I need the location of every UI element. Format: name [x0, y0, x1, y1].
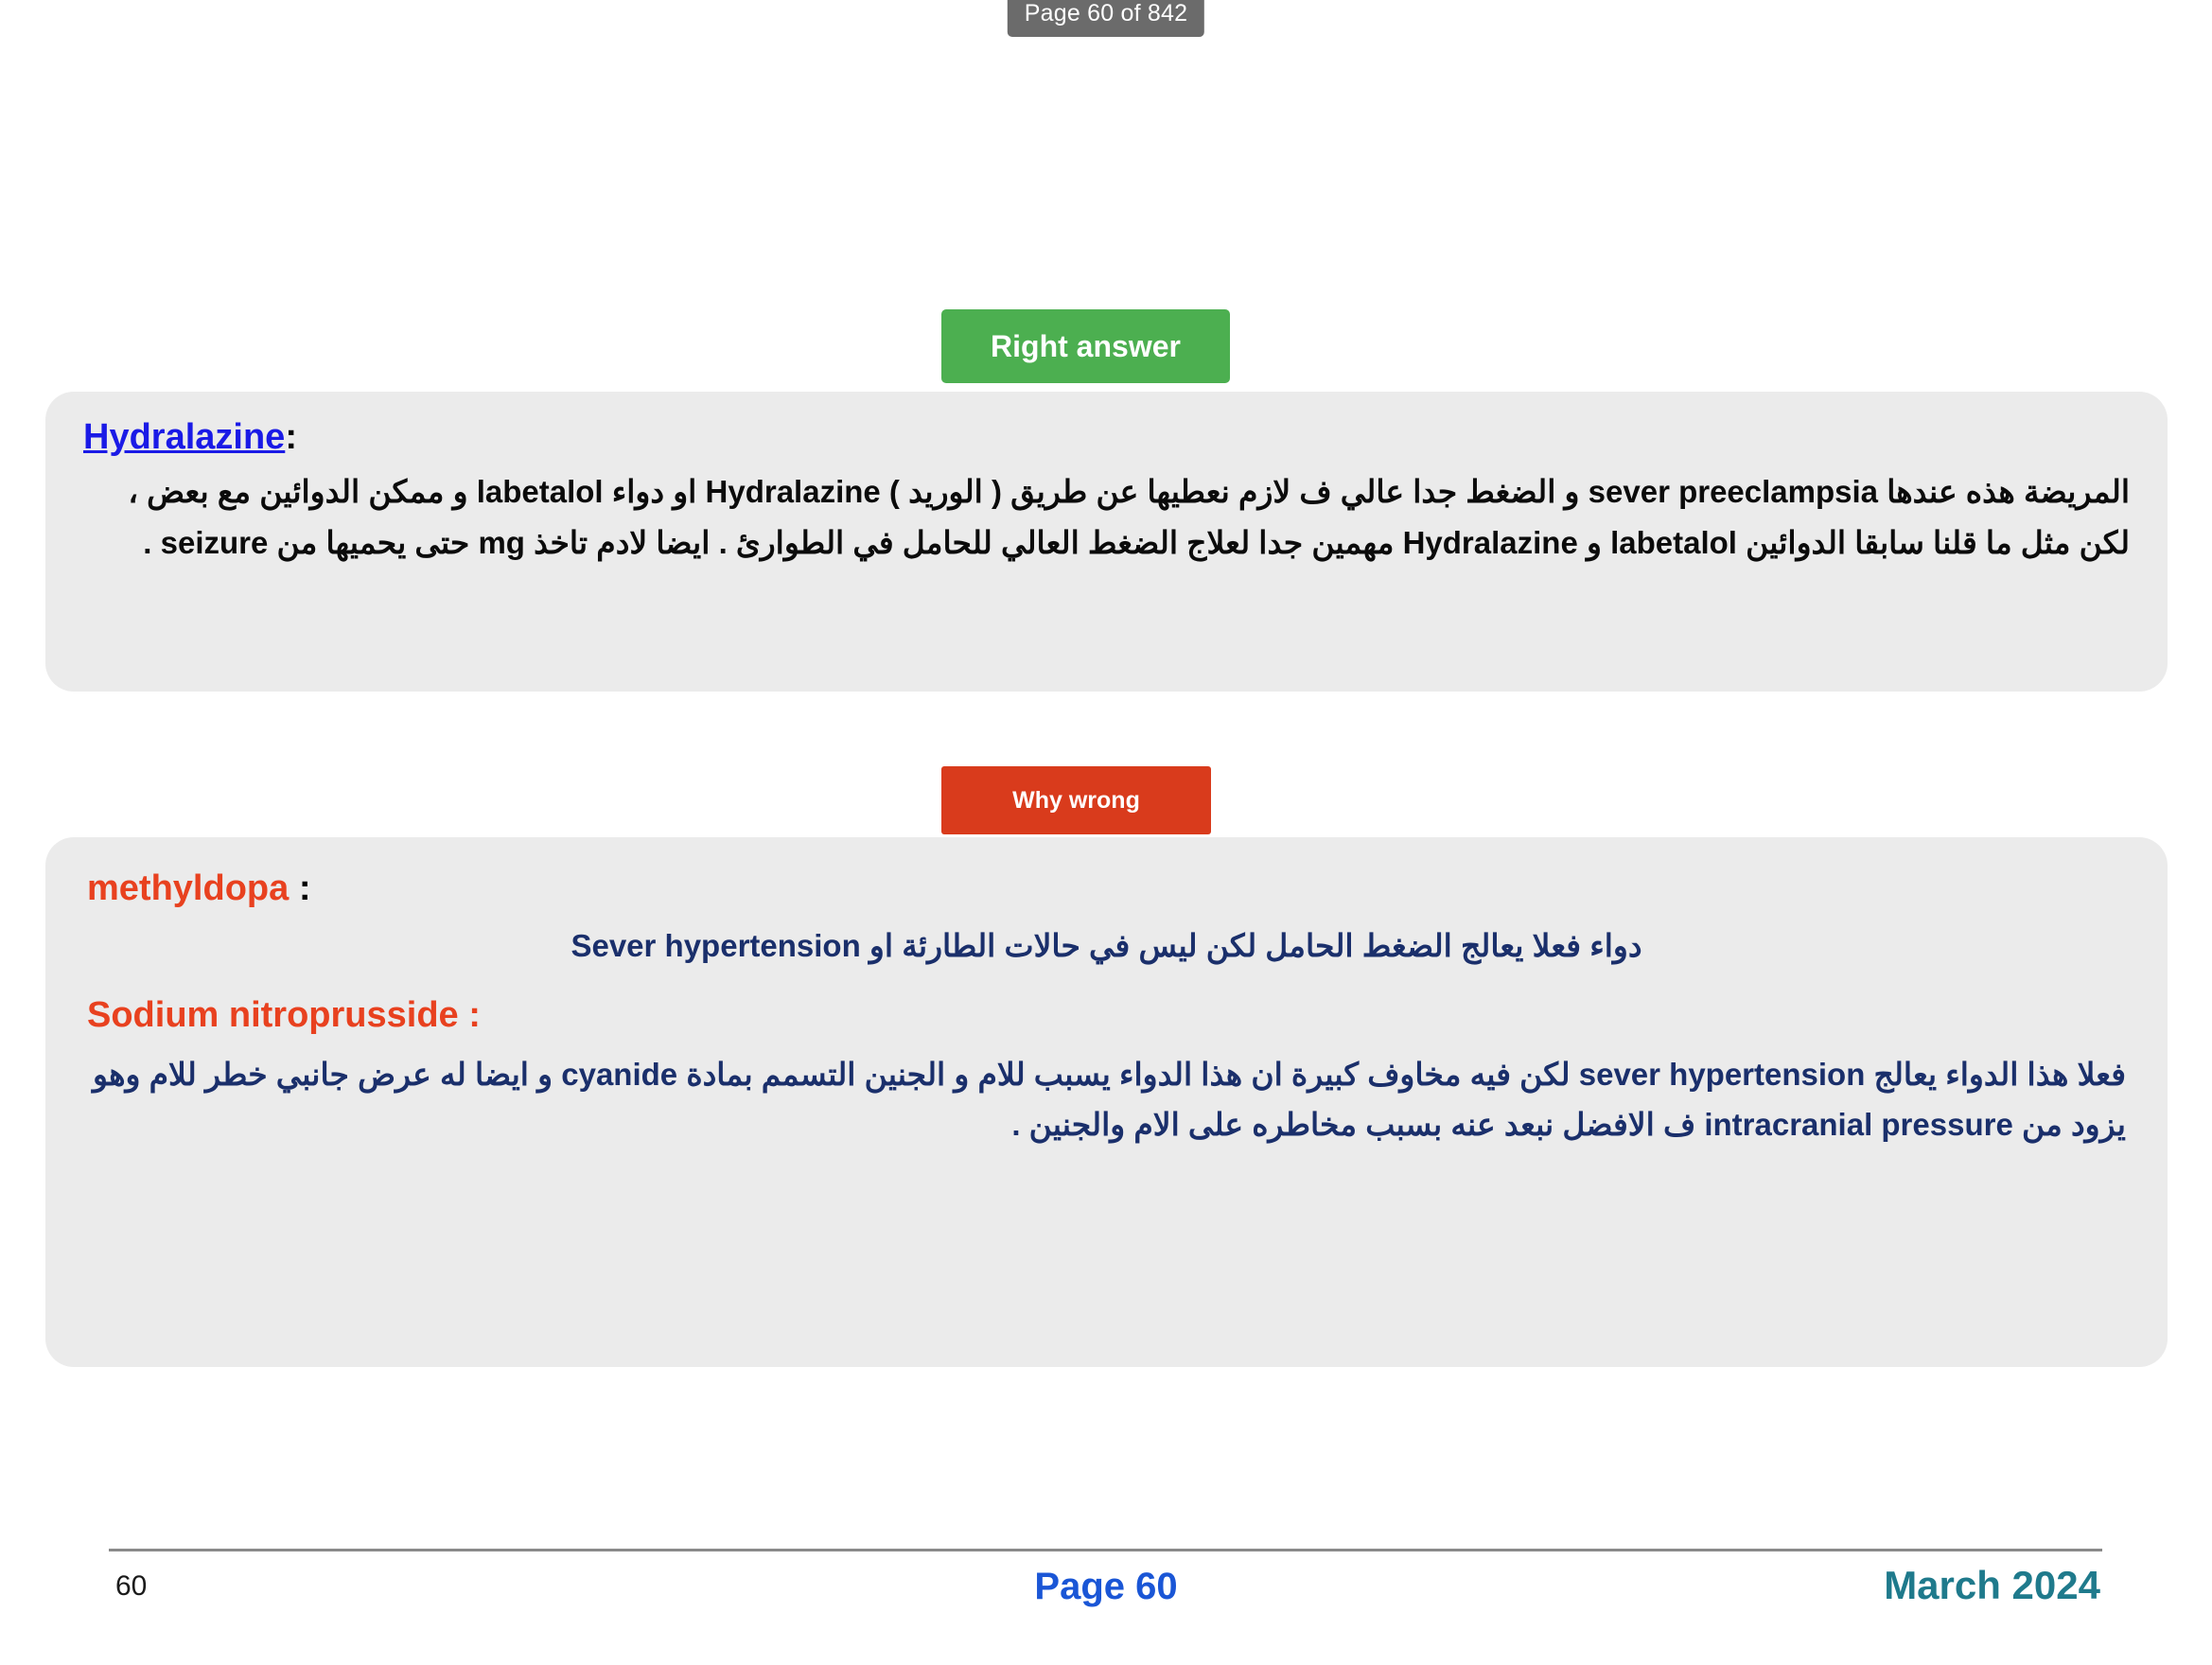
right-answer-badge: Right answer [941, 309, 1230, 383]
hydralazine-link[interactable]: Hydralazine [83, 417, 286, 457]
page-indicator-tooltip: Page 60 of 842 [1008, 0, 1204, 37]
footer-page-number: 60 [115, 1570, 148, 1602]
methyldopa-colon: : [298, 868, 311, 908]
right-answer-heading [83, 414, 2130, 461]
sodium-nitroprusside-body: فعلا هذا الدواء يعالج sever hypertension لكن فيه مخاوف كبيرة ان هذا الدواء يسبب للام و الجنين التسمم بمادة cyanide و ايضا له عرض جانبي خطر للام وهو يزود من intracranial pressure ف الافضل نبعد عنه بسبب مخاطره على الام والجنين . [93, 1056, 2126, 1143]
footer-date: March 2024 [1884, 1563, 2100, 1607]
right-answer-card [45, 392, 2168, 692]
why-wrong-card [45, 837, 2168, 1367]
methyldopa-heading [87, 866, 2126, 912]
footer-divider [109, 1549, 2102, 1551]
why-wrong-badge: Why wrong [941, 766, 1211, 834]
heading-colon: : [285, 417, 297, 457]
methyldopa-title: methyldopa [87, 868, 290, 908]
footer-page-label: Page 60 [1034, 1566, 1178, 1607]
sodium-nitroprusside-heading: Sodium nitroprusside : [87, 995, 481, 1036]
right-answer-body: المريضة هذه عندها sever preeclampsia و الضغط جدا عالي ف لازم نعطيها عن طريق ( الوريد ) Hydralazine او دواء labetalol و ممكن الدوائين مع بعض ، لكن مثل ما قلنا سابقا الدوائين labetalol و Hydralazine مهمين جدا لعلاج الضغط العالي للحامل في الطوارئ . ايضا لادم تاخذ mg حتى يحميها من seizure . [128, 474, 2130, 560]
methyldopa-body: دواء فعلا يعالج الضغط الحامل لكن ليس في حالات الطارئة او Sever hypertension [571, 928, 1642, 964]
